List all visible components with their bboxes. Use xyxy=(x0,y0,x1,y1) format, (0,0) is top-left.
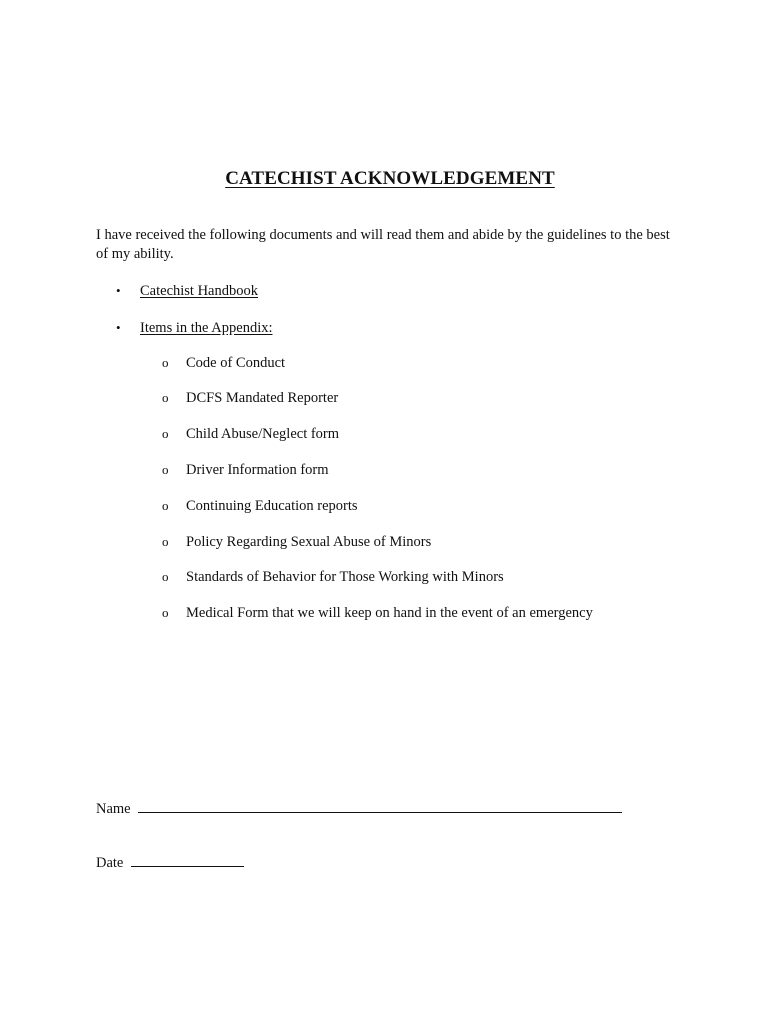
name-label: Name xyxy=(96,801,131,817)
circle-bullet-icon: o xyxy=(162,605,169,620)
appendix-item-label: Standards of Behavior for Those Working with Minors xyxy=(186,569,504,585)
name-signature-line xyxy=(96,799,622,819)
date-signature-line xyxy=(96,853,244,873)
appendix-item-label: Continuing Education reports xyxy=(186,498,358,514)
circle-bullet-icon: o xyxy=(162,426,169,441)
appendix-item-label: Code of Conduct xyxy=(186,355,286,371)
document-title: CATECHIST ACKNOWLEDGEMENT xyxy=(225,168,555,189)
appendix-item-label: Child Abuse/Neglect form xyxy=(186,426,340,442)
circle-bullet-icon: o xyxy=(162,355,169,370)
circle-bullet-icon: o xyxy=(162,462,169,477)
appendix-item-label: Medical Form that we will keep on hand in the event of an emergency xyxy=(186,605,593,621)
bullet-label: Items in the Appendix: xyxy=(140,320,273,336)
circle-bullet-icon: o xyxy=(162,390,169,405)
appendix-item-label: Policy Regarding Sexual Abuse of Minors xyxy=(186,534,432,550)
circle-bullet-icon: o xyxy=(162,569,169,584)
name-blank-field[interactable] xyxy=(138,811,622,813)
date-label: Date xyxy=(96,855,124,871)
circle-bullet-icon: o xyxy=(162,534,169,549)
circle-bullet-icon: o xyxy=(162,498,169,513)
date-blank-field[interactable] xyxy=(131,865,244,867)
intro-paragraph: I have received the following documents and will read them and abide by the guidelines to the best of my ability. xyxy=(96,227,670,262)
bullet-icon: • xyxy=(116,320,121,335)
appendix-item-label: DCFS Mandated Reporter xyxy=(186,390,339,406)
bullet-label: Catechist Handbook xyxy=(140,283,258,299)
appendix-item-label: Driver Information form xyxy=(186,462,329,478)
bullet-icon: • xyxy=(116,283,121,298)
